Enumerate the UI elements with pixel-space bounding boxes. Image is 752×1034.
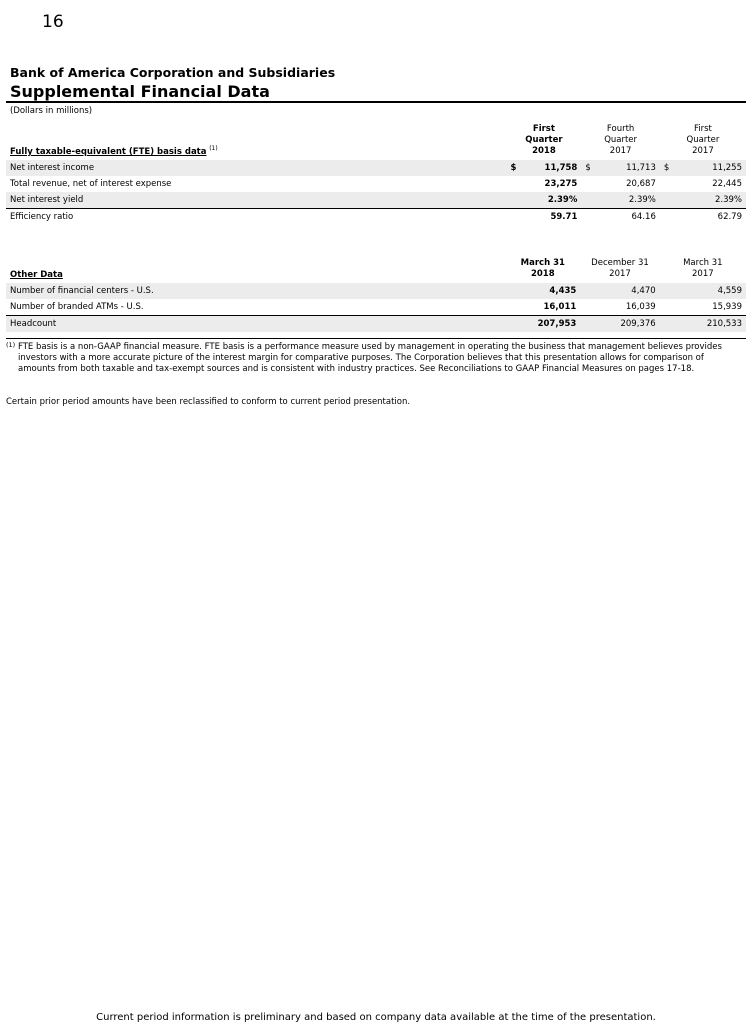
col-header-line: 2017 [692, 146, 714, 156]
row-value: 16,039 [625, 302, 656, 312]
fte-heading [6, 124, 506, 160]
col-header-line: Fourth [606, 124, 635, 134]
fte-col-header [581, 124, 660, 160]
row-value: 64.16 [601, 209, 660, 226]
row-value: 11,713 [601, 160, 660, 176]
other-header-row [6, 258, 746, 283]
row-value: 4,435 [525, 283, 581, 299]
currency-symbol [506, 176, 526, 192]
currency-symbol [660, 192, 680, 209]
row-value: 2.39% [680, 192, 746, 209]
currency-symbol [660, 316, 679, 333]
page-number: 16 [42, 12, 64, 32]
title-rule [6, 101, 746, 103]
currency-symbol [505, 316, 524, 333]
currency-symbol: $ [660, 160, 680, 176]
row-label: Efficiency ratio [6, 209, 506, 226]
row-value: 15,939 [712, 302, 742, 312]
row-value: 16,011 [543, 302, 577, 312]
currency-symbol [506, 192, 526, 209]
other-heading [6, 258, 505, 283]
col-header-line: March 31 [683, 258, 723, 268]
row-value: 2.39% [526, 192, 581, 209]
table-row [6, 209, 746, 226]
col-header-line: December 31 [591, 258, 649, 268]
other-col-header [505, 258, 580, 283]
fte-col-header [660, 124, 746, 160]
footnote-rule [6, 338, 746, 339]
col-header-line: First [532, 124, 555, 134]
row-value: 62.79 [680, 209, 746, 226]
page-title: Supplemental Financial Data [10, 82, 270, 101]
row-value: 20,687 [626, 179, 656, 189]
currency-symbol [660, 176, 680, 192]
currency-symbol [580, 283, 600, 299]
row-label: Headcount [6, 316, 505, 333]
other-col-header [580, 258, 659, 283]
other-heading-text: Other Data [10, 270, 63, 280]
units-label: (Dollars in millions) [10, 106, 93, 116]
fte-table [6, 124, 746, 225]
currency-symbol [660, 299, 679, 316]
row-value: 4,559 [679, 283, 746, 299]
footnote-text: FTE basis is a non-GAAP financial measure. FTE basis is a performance measure used by management in operating the business that management believes provides investors with a more accurate picture of the interest margin for comparative purposes. The Corporation believes that this presentation allows for comparison of amounts from both taxable and tax-exempt sources and is consistent with industry practices. See Reconciliations to GAAP Financial Measures on pages 17-18. [18, 342, 722, 374]
fte-heading-note: (1) [209, 145, 218, 153]
table-row [6, 299, 746, 316]
currency-symbol: $ [506, 160, 526, 176]
row-label: Total revenue, net of interest expense [10, 179, 172, 189]
currency-symbol [660, 283, 679, 299]
currency-symbol [581, 176, 601, 192]
col-header-line: 2018 [532, 146, 556, 156]
row-value: 209,376 [600, 316, 660, 333]
row-value: 2.39% [601, 192, 660, 209]
row-label: Number of branded ATMs - U.S. [10, 302, 144, 312]
currency-symbol [580, 299, 600, 316]
row-value: 4,470 [600, 283, 660, 299]
col-header-line: 2018 [530, 269, 555, 279]
fte-col-header [506, 124, 581, 160]
col-header-line: 2017 [609, 269, 631, 279]
fte-header-row [6, 124, 746, 160]
currency-symbol [581, 209, 601, 226]
currency-symbol: $ [581, 160, 601, 176]
col-header-line: March 31 [520, 258, 565, 268]
currency-symbol [505, 283, 524, 299]
other-col-header [660, 258, 746, 283]
currency-symbol [506, 209, 526, 226]
currency-symbol [660, 209, 680, 226]
row-value: 59.71 [526, 209, 581, 226]
col-header-line: 2017 [609, 146, 632, 156]
fte-heading-text: Fully taxable-equivalent (FTE) basis data [10, 147, 207, 157]
col-header-line: First [693, 124, 712, 134]
table-row [6, 176, 746, 192]
reclassification-note: Certain prior period amounts have been reclassified to conform to current period presentation. [6, 397, 411, 407]
footnote-mark: (1) [6, 341, 16, 349]
row-label: Number of financial centers - U.S. [6, 283, 505, 299]
table-row [6, 283, 746, 299]
currency-symbol [581, 192, 601, 209]
row-value: 210,533 [679, 316, 746, 333]
col-header-line: Quarter [686, 135, 720, 145]
other-data-table [6, 258, 746, 332]
col-header-line: Quarter [525, 135, 563, 145]
col-header-line: Quarter [604, 135, 638, 145]
row-value: 22,445 [712, 179, 742, 189]
col-header-line: 2017 [692, 269, 714, 279]
table-row [6, 192, 746, 209]
currency-symbol [580, 316, 600, 333]
row-label: Net interest yield [6, 192, 506, 209]
table-row [6, 316, 746, 333]
row-value: 23,275 [544, 179, 578, 189]
row-value: 207,953 [525, 316, 581, 333]
row-value: 11,758 [526, 160, 581, 176]
preliminary-note: Current period information is preliminary and based on company data available at the time of the presentation. [96, 1012, 656, 1023]
currency-symbol [505, 299, 524, 316]
row-value: 11,255 [680, 160, 746, 176]
table-row [6, 160, 746, 176]
row-label: Net interest income [6, 160, 506, 176]
company-name: Bank of America Corporation and Subsidiaries [10, 65, 336, 80]
